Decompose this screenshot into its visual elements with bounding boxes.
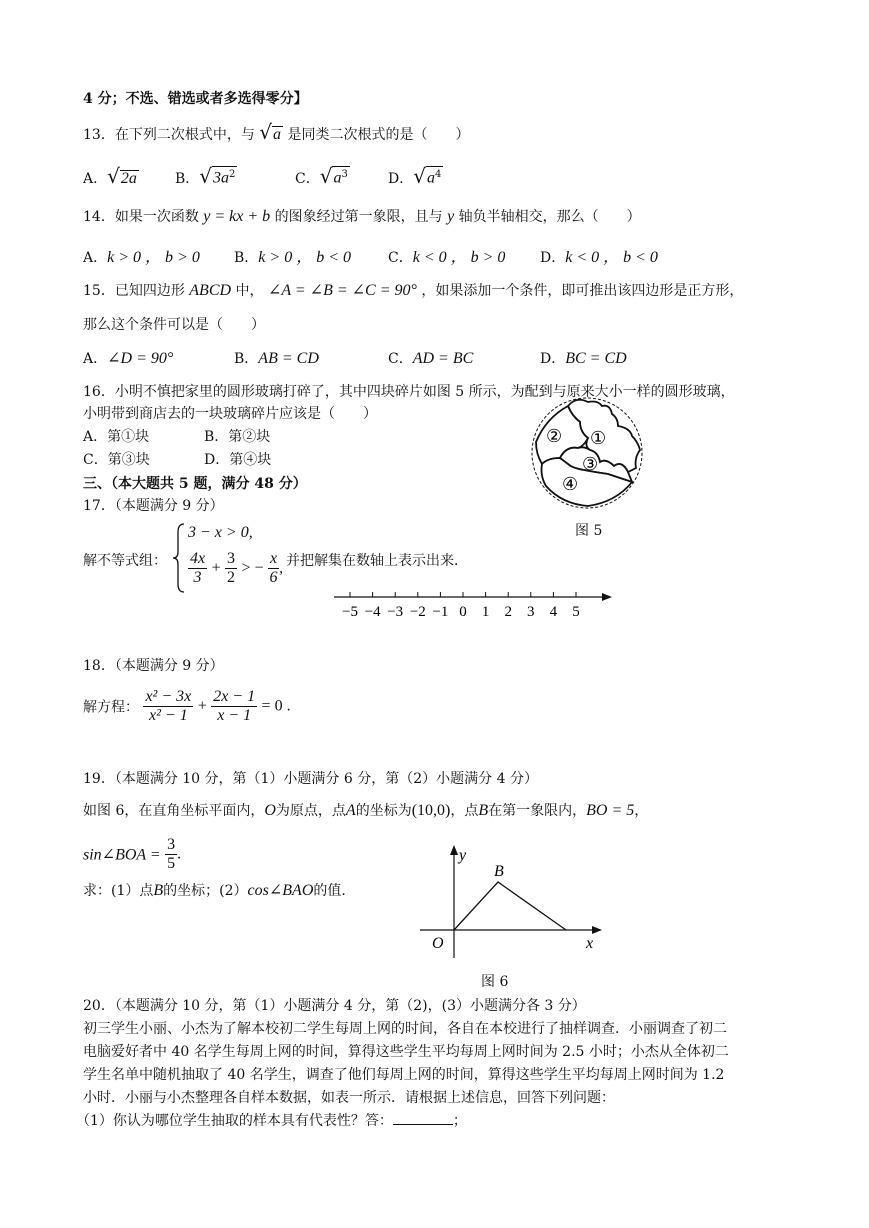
q13-main-radicand: a [273, 126, 282, 143]
q17-title: 17．（本题满分 9 分） [83, 498, 224, 514]
number-line-tick-label: 3 [527, 604, 535, 620]
q16-option-b: B．第②块 [204, 429, 271, 445]
q15-option-a: A．∠D = 90° [83, 350, 174, 367]
q19-ask: 求：(1）点B的坐标；(2）cos∠BAO的值. [83, 882, 346, 899]
q14-stem: 14．如果一次函数 y = kx + b 的图象经过第一象限，且与 y 轴负半轴相交，那么（ ） [83, 208, 641, 225]
number-line-tick-label: 1 [481, 604, 490, 620]
number-line-tick-label: −3 [387, 604, 404, 620]
q20-para-4: 小时．小丽与小杰整理各自样本数据，如表一所示．请根据上述信息，回答下列问题： [83, 1090, 615, 1106]
q19-sin: sin∠BOA = $\frac{3}{5}$ . [83, 836, 182, 872]
piece-label-2: ② [546, 426, 563, 446]
q16-option-d: D．第④块 [204, 452, 272, 468]
q20-title: 20．（本题满分 10 分，第（1）小题满分 4 分，第（2)，(3）小题满分各 3 分） [83, 998, 586, 1014]
q13-stem [83, 120, 469, 144]
q20-para-3: 学生名单中随机抽取了 40 名学生，调查了他们每周上网的时间，算得这些学生平均每周上网时间为 1.2 [83, 1067, 725, 1083]
q14-option-d: D．k < 0 ， b < 0 [540, 249, 658, 266]
answer-blank[interactable] [393, 1124, 453, 1125]
q15-option-d: D．BC = CD [540, 350, 627, 367]
number-line-tick-label: 5 [572, 604, 580, 620]
point-B-label: B [494, 863, 504, 880]
q15-option-c: C．AD = BC [388, 350, 474, 367]
figure-5-broken-glass [528, 392, 650, 514]
q19-line1: 如图 6，在直角坐标平面内，O为原点，点A的坐标为(10,0)，点B在第一象限内，BO = 5， [83, 802, 649, 819]
number-line-tick-label: −1 [432, 604, 449, 620]
frac-3-5: $\frac{3}{5}$ [167, 836, 176, 872]
q19-title: 19．（本题满分 10 分，第（1）小题满分 6 分，第（2）小题满分 4 分） [83, 771, 538, 787]
q16-option-a: A．第①块 [83, 429, 150, 445]
x-label: x [586, 935, 594, 952]
q18-title: 18．（本题满分 9 分） [83, 658, 224, 674]
frac-4x-3: $\frac{4x}{3}$ [190, 550, 206, 586]
q15-stem: 15．已知四边形 ABCD 中， ∠A = ∠B = ∠C = 90° ，如果添加一个条件，即可推出该四边形是正方形， [83, 282, 744, 299]
q13-stem-a: 13．在下列二次根式中，与 [83, 127, 255, 143]
q13-stem-b: 是同类二次根式的是（ ） [287, 127, 470, 143]
q15-line2: 那么这个条件可以是（ ） [83, 317, 265, 333]
y-label: y [459, 847, 467, 864]
number-line-tick-label: 2 [504, 604, 512, 620]
q14-option-b: B．k > 0 ， b < 0 [234, 249, 351, 266]
q15-option-b: B．AB = CD [234, 350, 319, 367]
number-line-tick-label: −2 [409, 604, 426, 620]
number-line-tick-label: −5 [342, 604, 358, 620]
number-line-tick-label: −4 [364, 604, 381, 620]
section-3-heading: 三、（本大题共 5 题，满分 48 分） [83, 476, 307, 492]
triangle-OBA [454, 882, 566, 930]
system-brace [172, 522, 186, 594]
piece-label-1: ① [590, 428, 607, 448]
q20-para-2: 电脑爱好者中 40 名学生每周上网的时间，算得这些学生平均每周上网时间为 2.5 小时；小杰从全体初二 [83, 1044, 729, 1060]
q17-inequality-1: 3 − x > 0, [188, 524, 253, 541]
q16-line1: 16．小明不慎把家里的圆形玻璃打碎了，其中四块碎片如图 5 所示，为配到与原来大小一样的圆形玻璃， [83, 384, 735, 400]
q14-option-a: A．k > 0 ， b > 0 [83, 249, 200, 266]
number-line-tick-label: 0 [459, 604, 467, 620]
figure-6-caption: 图 6 [481, 974, 509, 990]
frac-3-2: $\frac{3}{2}$ [227, 550, 236, 586]
figure-6-coordinate-plane [414, 840, 610, 960]
number-line-arrow [602, 593, 612, 601]
origin-label: O [432, 935, 444, 952]
q20-para-1: 初三学生小丽、小杰为了解本校初二学生每周上网的时间，各自在本校进行了抽样调查．小丽调查了初二 [83, 1021, 727, 1037]
frac-2: $\frac{2x - 1}{x - 1}$ [213, 688, 256, 724]
header-line: 4 分；不选、错选或者多选得零分】 [83, 91, 308, 107]
q17-prefix: 解不等式组： [83, 553, 167, 569]
q17-suffix: 并把解集在数轴上表示出来. [286, 553, 459, 569]
q17-inequality-2: $\frac{4x}{3}$ + $\frac{3}{2}$ > − $\frac{x}{6}$ , [190, 550, 284, 586]
number-line [330, 586, 620, 622]
q13-option-a: A．√2a [83, 164, 137, 188]
q13-option-c: C．$√a^3$ [295, 164, 348, 188]
piece-label-4: ④ [562, 474, 579, 494]
q14-function: y = kx + b [203, 208, 271, 225]
q16-option-c: C．第③块 [83, 452, 150, 468]
q14-option-c: C．k < 0 ， b > 0 [388, 249, 506, 266]
piece-label-3: ③ [582, 454, 599, 474]
frac-1: $\frac{\text{x² − 3x}}{\text{x² − 1}}$ [145, 688, 192, 724]
q18-equation: 解方程： $\frac{\text{x² − 3x}}{\text{x² − 1}}$ + $\frac{2x - 1}{x - 1}$ = 0 . [83, 688, 291, 724]
radical-sign: √ [259, 120, 273, 144]
figure-5-caption: 图 5 [575, 523, 603, 539]
number-line-tick-label: 4 [549, 604, 558, 620]
q16-line2: 小明带到商店去的一块玻璃碎片应该是（ ） [83, 406, 377, 422]
q13-option-b: B．$√3a^2$ [175, 164, 236, 188]
frac-x-6: $\frac{x}{6}$ [269, 550, 278, 586]
q13-option-d: D．$√a^4$ [388, 164, 442, 188]
q20-question-1: （1）你认为哪位学生抽取的样本具有代表性？答： ； [76, 1113, 467, 1129]
